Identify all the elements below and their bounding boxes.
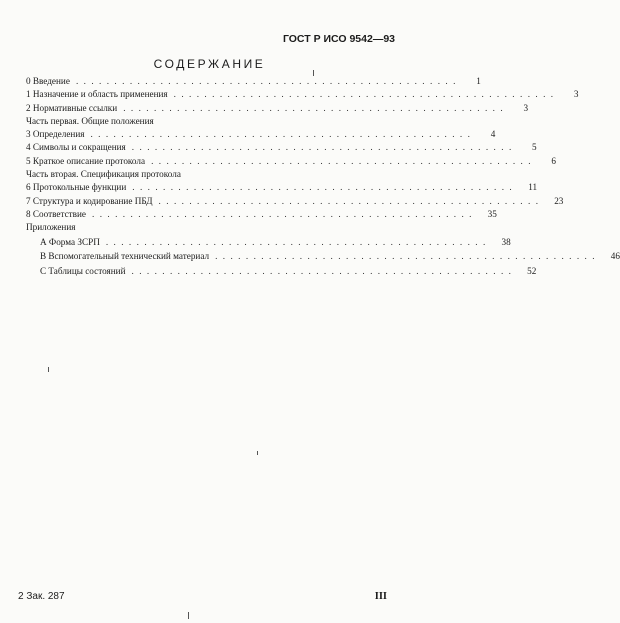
toc-entry-label: 8 Соответствие xyxy=(26,208,87,219)
leader-dots: .................................................. xyxy=(158,195,544,206)
toc-entry-page: 4 xyxy=(490,129,496,140)
toc-entry-scope xyxy=(26,88,579,101)
toc-entry-overview xyxy=(26,155,556,168)
toc-entry-symbols xyxy=(26,141,537,154)
leader-dots: .................................................. xyxy=(132,182,518,193)
toc-part-heading xyxy=(26,168,387,181)
leader-dots: .................................................. xyxy=(131,142,517,153)
print-order-note: 2 Зак. 287 xyxy=(18,591,65,602)
toc-entry-definitions xyxy=(26,128,496,141)
leader-dots: .................................................. xyxy=(105,236,491,247)
toc-entry-page: 38 xyxy=(501,236,511,247)
toc-entry-label: А Форма ЗСРП xyxy=(40,236,100,247)
toc-entry-page: 6 xyxy=(551,155,556,166)
leader-dots: .................................................. xyxy=(75,76,461,86)
toc-entry-introduction xyxy=(26,75,481,88)
toc-entry-page: 46 xyxy=(610,251,620,262)
leader-dots: .................................................. xyxy=(90,129,476,140)
toc-entry-page: 52 xyxy=(527,265,537,276)
leader-dots: .................................................. xyxy=(151,155,536,166)
toc-entry-conformance xyxy=(26,208,497,221)
toc-entry-references xyxy=(26,102,529,115)
toc-appendices-heading xyxy=(26,221,387,234)
toc-entry-label: С Таблицы состояний xyxy=(40,265,126,276)
scan-speck xyxy=(313,70,314,76)
leader-dots: .................................................. xyxy=(123,102,509,113)
standard-code: ГОСТ Р ИСО 9542—93 xyxy=(282,33,395,45)
toc-entry-label: 7 Структура и кодирование ПБД xyxy=(26,195,153,206)
page-number: III xyxy=(374,591,387,602)
toc-entry-label: 6 Протокольные функции xyxy=(26,182,127,193)
toc-entry-page: 35 xyxy=(487,208,497,219)
toc-entry-structure xyxy=(26,195,564,208)
leader-dots: .................................................. xyxy=(92,208,477,219)
toc-part-heading xyxy=(26,115,387,128)
leader-dots: .................................................. xyxy=(215,251,600,262)
toc-entry-annex-a xyxy=(26,235,511,250)
leader-dots: .................................................. xyxy=(131,265,517,276)
toc-entry-page: 1 xyxy=(476,76,481,86)
table-of-contents xyxy=(26,75,620,279)
toc-entry-label: 0 Введение xyxy=(26,76,70,86)
toc-entry-annex-b xyxy=(26,249,620,264)
toc-entry-page: 3 xyxy=(523,102,529,113)
toc-entry-functions xyxy=(26,181,538,194)
toc-entry-label: Приложения xyxy=(26,222,76,233)
toc-entry-label: 5 Краткое описание протокола xyxy=(26,155,146,166)
scan-speck xyxy=(48,367,49,372)
toc-entry-label: 2 Нормативные ссылки xyxy=(26,102,118,113)
toc-entry-page: 23 xyxy=(554,195,564,206)
toc-entry-page: 11 xyxy=(528,182,538,193)
toc-entry-page: 5 xyxy=(532,142,537,153)
toc-entry-label: 4 Символы и сокращения xyxy=(26,142,126,153)
toc-entry-label: 1 Назначение и область применения xyxy=(26,89,168,100)
toc-title: СОДЕРЖАНИЕ xyxy=(153,57,266,71)
leader-dots: .................................................. xyxy=(173,89,559,100)
toc-entry-label: 3 Определения xyxy=(26,129,85,140)
toc-entry-page: 3 xyxy=(573,89,579,100)
scan-speck xyxy=(257,451,258,455)
toc-entry-label: В Вспомогательный технический материал xyxy=(40,251,210,262)
toc-entry-label: Часть вторая. Спецификация протокола xyxy=(26,169,181,180)
scan-speck xyxy=(188,612,189,619)
toc-entry-label: Часть первая. Общие положения xyxy=(26,115,154,126)
toc-entry-annex-c xyxy=(26,264,537,279)
